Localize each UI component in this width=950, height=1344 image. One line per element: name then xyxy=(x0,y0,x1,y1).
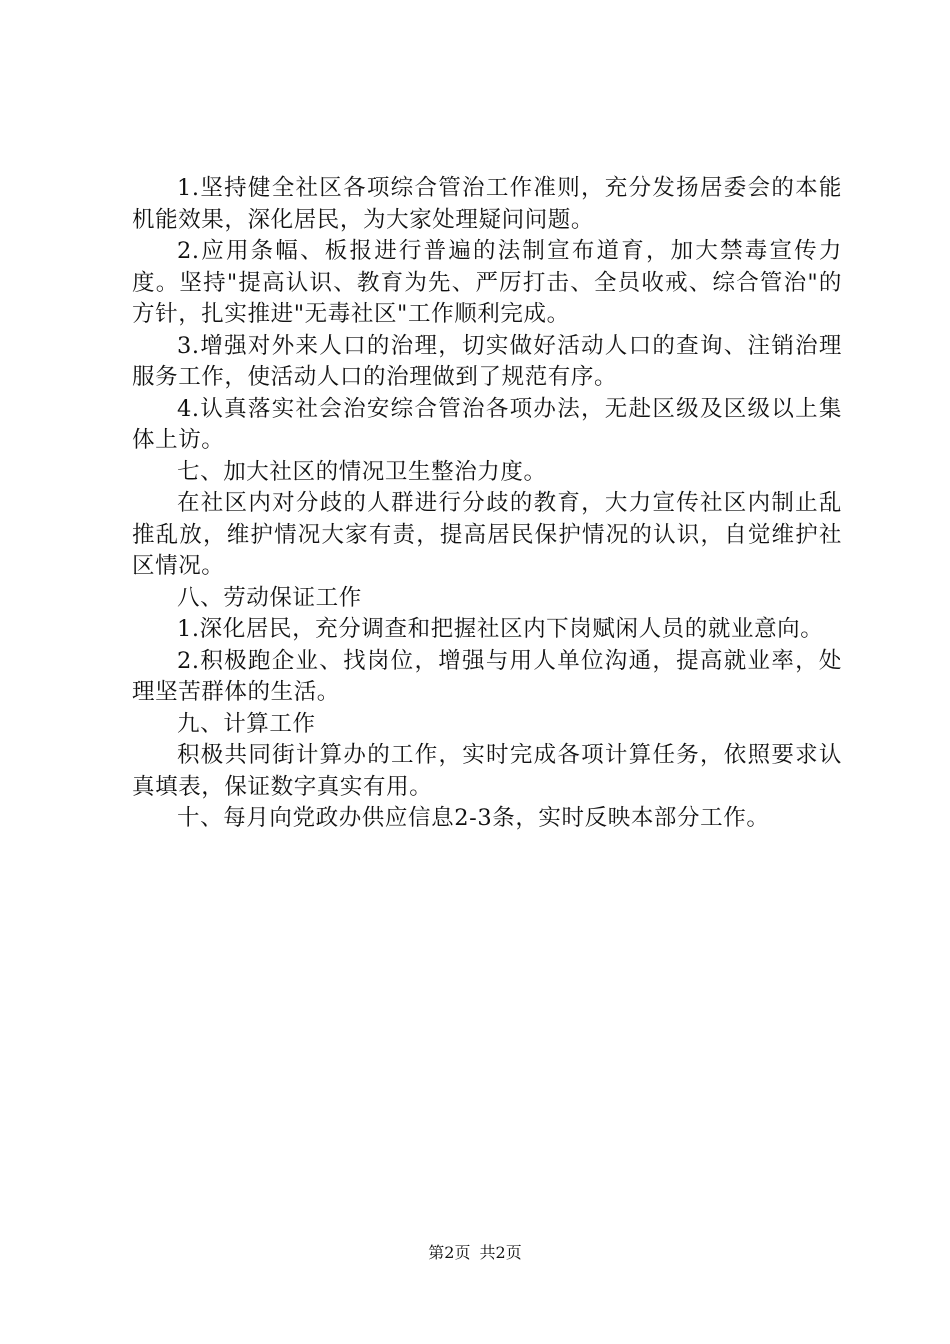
paragraph-item-8-1: 1.深化居民，充分调查和把握社区内下岗赋闲人员的就业意向。 xyxy=(177,616,824,642)
section-7-body: 在社区内对分歧的人群进行分歧的教育，大力宣传社区内制止乱推乱放，维护情况大家有责，提高居民保护情况的认识，自觉维护社区情况。 xyxy=(132,490,842,579)
page-total: 共2页 xyxy=(479,1243,522,1262)
paragraph-item-1-1: 1.坚持健全社区各项综合管治工作准则，充分发扬居委会的本能机能效果，深化居民，为大家处理疑问问题。 xyxy=(132,175,842,233)
page-footer xyxy=(0,1243,950,1263)
paragraph-item-8-2: 2.积极跑企业、找岗位，增强与用人单位沟通，提高就业率，处理坚苦群体的生活。 xyxy=(132,647,842,705)
document-body xyxy=(132,173,842,835)
section-9-body: 积极共同街计算办的工作，实时完成各项计算任务，依照要求认真填表，保证数字真实有用。 xyxy=(132,742,842,800)
section-heading-8: 八、劳动保证工作 xyxy=(177,584,362,611)
section-heading-7: 七、加大社区的情况卫生整治力度。 xyxy=(177,458,547,485)
section-10-body: 十、每月向党政办供应信息2-3条，实时反映本部分工作。 xyxy=(177,805,770,831)
page-number: 第2页 xyxy=(428,1243,471,1262)
section-heading-9: 九、计算工作 xyxy=(177,710,316,737)
paragraph-item-1-4: 4.认真落实社会治安综合管治各项办法，无赴区级及区级以上集体上访。 xyxy=(132,395,842,453)
paragraph-item-1-3: 3.增强对外来人口的治理，切实做好活动人口的查询、注销治理服务工作，使活动人口的治理做到了规范有序。 xyxy=(132,332,842,390)
paragraph-item-1-2: 2.应用条幅、板报进行普遍的法制宣布道育，加大禁毒宣传力度。坚持"提高认识、教育为先、严厉打击、全员收戒、综合管治"的方针，扎实推进"无毒社区"工作顺利完成。 xyxy=(132,238,842,327)
